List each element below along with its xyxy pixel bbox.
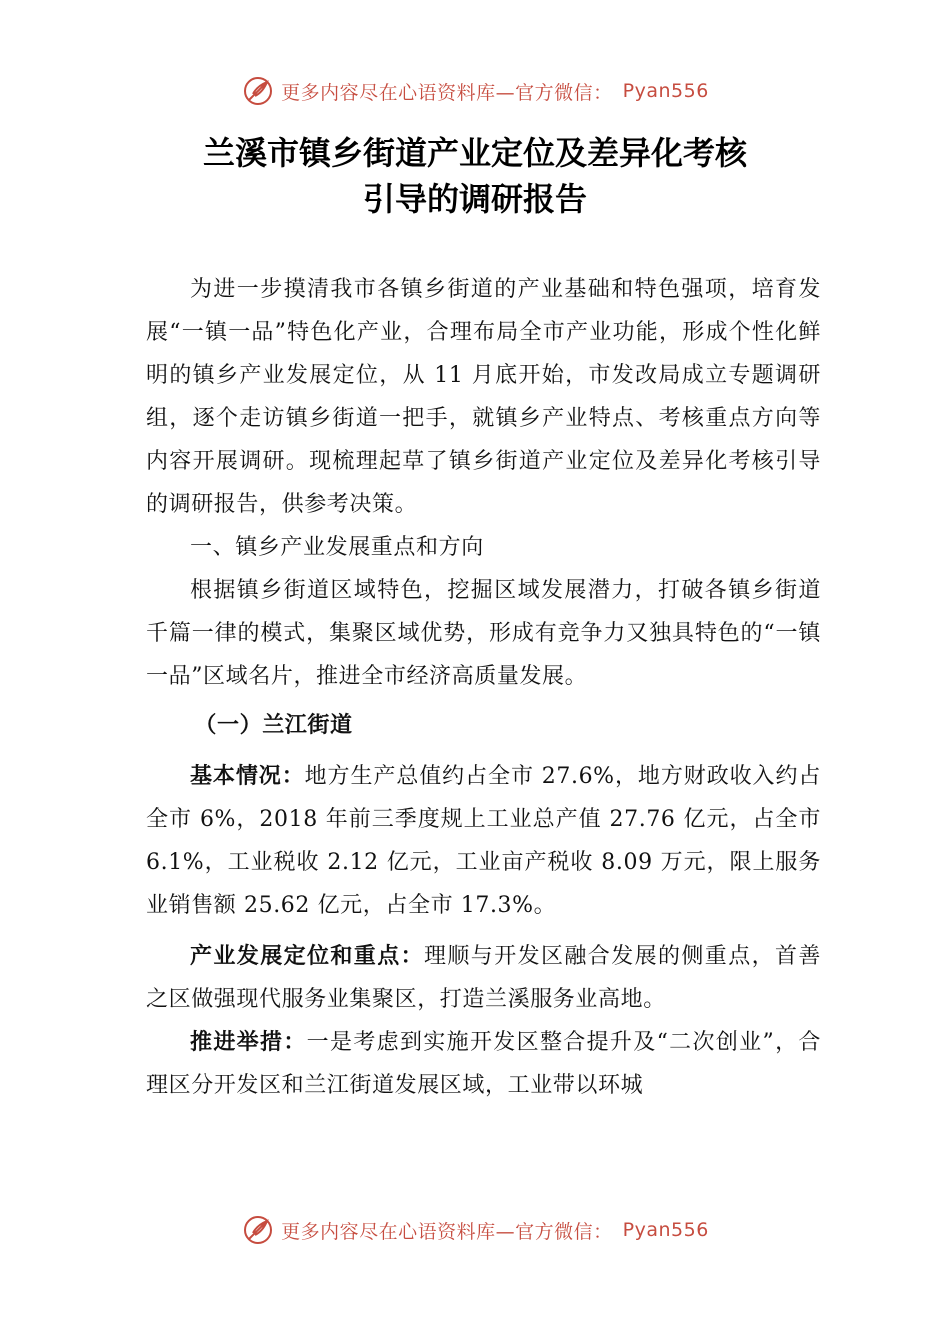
watermark-text: 更多内容尽在心语资料库—官方微信： (281, 1220, 613, 1243)
measures-text: 一是考虑到实施开发区整合提升及“二次创业”，合理区分开发区和兰江街道发展区域，工业带以环城 (146, 1030, 821, 1098)
quill-logo-icon (241, 74, 275, 108)
watermark-bottom (0, 1213, 950, 1247)
positioning-label: 产业发展定位和重点： (190, 944, 424, 969)
basic-situation-label: 基本情况： (190, 764, 305, 789)
basic-situation-text: 地方生产总值约占全市 27.6%，地方财政收入约占全市 6%，2018 年前三季度规上工业总产值 27.76 亿元，占全市 6.1%，工业税收 2.12 亿元，工业亩产税收 8.09 万元，限上服务业销售额 25.62 亿元，占全市 17.3%。 (146, 764, 821, 918)
positioning-paragraph (146, 935, 821, 1021)
watermark-text: 更多内容尽在心语资料库—官方微信： (281, 81, 613, 104)
watermark-id: Pyan556 (622, 80, 709, 102)
subsection-heading-lanjiang: （一）兰江街道 (194, 713, 353, 738)
watermark-top (0, 74, 950, 108)
section1-paragraph: 根据镇乡街道区域特色，挖掘区域发展潜力，打破各镇乡街道千篇一律的模式，集聚区域优势，形成有竞争力又独具特色的“一镇一品”区域名片，推进全市经济高质量发展。 (146, 578, 821, 689)
document-title-line1: 兰溪市镇乡街道产业定位及差异化考核 (202, 134, 747, 172)
measures-paragraph (146, 1021, 821, 1107)
basic-situation-paragraph (146, 755, 821, 927)
document-body (146, 268, 821, 1107)
positioning-text: 理顺与开发区融合发展的侧重点，首善之区做强现代服务业集聚区，打造兰溪服务业高地。 (146, 944, 821, 1012)
intro-paragraph: 为进一步摸清我市各镇乡街道的产业基础和特色强项，培育发展“一镇一品”特色化产业，合理布局全市产业功能，形成个性化鲜明的镇乡产业发展定位，从 11 月底开始，市发改局成立专题调研组，逐个走访镇乡街道一把手，就镇乡产业特点、考核重点方向等内容开展调研。现梳理起草了镇乡街道产业定位及差异化考核引导的调研报告，供参考决策。 (146, 277, 821, 517)
document-title-line2: 引导的调研报告 (362, 180, 587, 218)
quill-logo-icon (241, 1213, 275, 1247)
section1-heading: 一、镇乡产业发展重点和方向 (190, 535, 484, 560)
watermark-id: Pyan556 (622, 1219, 709, 1241)
measures-label: 推进举措： (190, 1030, 307, 1055)
